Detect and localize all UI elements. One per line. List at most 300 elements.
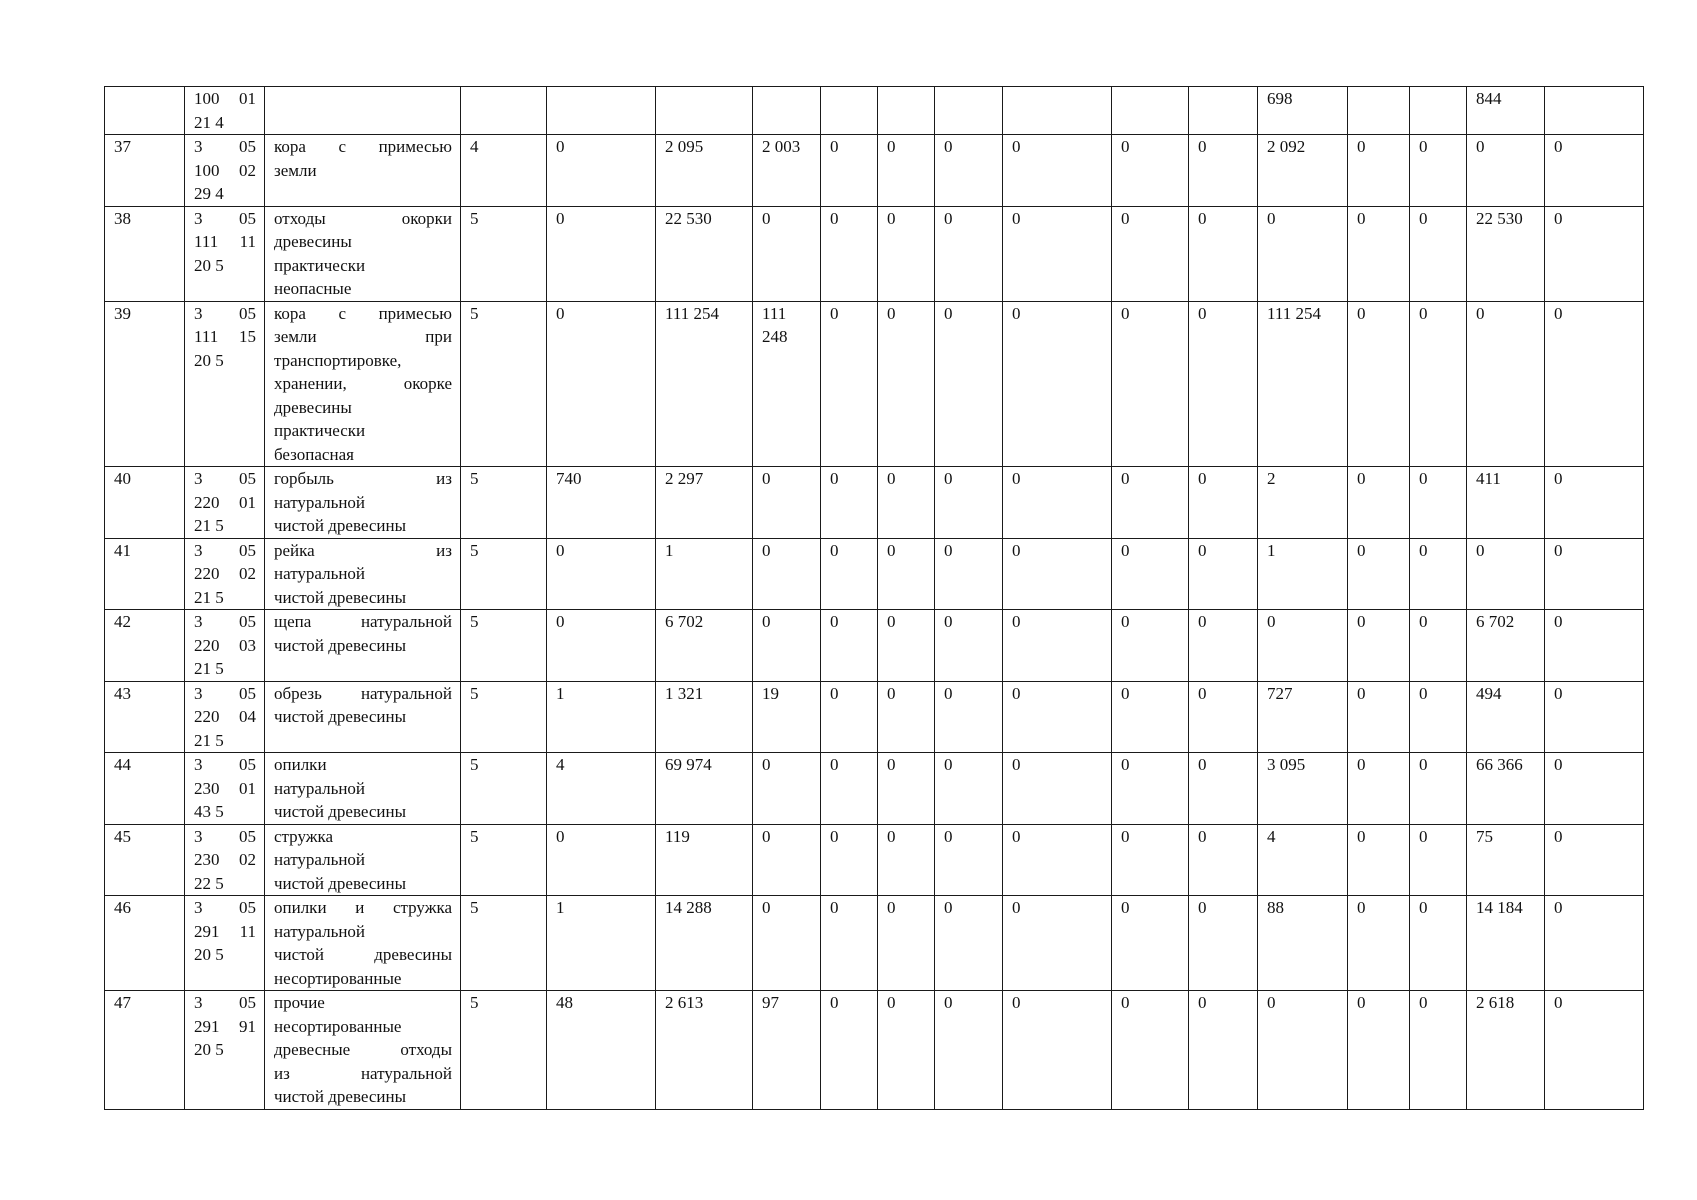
waste-code-line: 291 91 xyxy=(194,1016,256,1036)
table-row xyxy=(105,206,1644,301)
value-cell: 0 xyxy=(1003,538,1112,610)
value-cell: 0 xyxy=(878,991,935,1110)
waste-code-line: 3 05 xyxy=(194,137,256,156)
waste-name-line: хранении, окорке xyxy=(274,374,452,393)
value-cell: 0 xyxy=(753,753,821,825)
value-cell: 14 184 xyxy=(1467,896,1545,991)
value-cell: 5 xyxy=(461,896,547,991)
value-cell: 0 xyxy=(1348,538,1410,610)
value-cell: 0 xyxy=(1112,681,1189,753)
value-cell: 0 xyxy=(821,610,878,682)
waste-name-line: опилки и стружка xyxy=(274,898,452,917)
value-cell: 2 297 xyxy=(656,467,753,539)
value-cell: 0 xyxy=(1348,467,1410,539)
value-cell: 0 xyxy=(1545,301,1644,467)
value-cell: 494 xyxy=(1467,681,1545,753)
value-cell: 5 xyxy=(461,206,547,301)
waste-name-line: древесины xyxy=(274,397,352,417)
table-row xyxy=(105,610,1644,682)
waste-name-line: щепа натуральной xyxy=(274,612,452,631)
value-cell: 0 xyxy=(1467,301,1545,467)
value-cell: 0 xyxy=(547,135,656,207)
value-cell: 0 xyxy=(753,467,821,539)
value-cell: 2 092 xyxy=(1258,135,1348,207)
waste-name-line: практически xyxy=(274,421,366,440)
value-cell: 1 xyxy=(547,681,656,753)
value-cell: 0 xyxy=(1189,538,1258,610)
value-cell: 75 xyxy=(1467,824,1545,896)
waste-code-line: 3 05 xyxy=(194,993,256,1012)
value-cell xyxy=(935,87,1003,135)
waste-code-cell xyxy=(185,135,265,207)
value-cell: 0 xyxy=(821,467,878,539)
value-cell: 0 xyxy=(1410,824,1467,896)
waste-code-cell xyxy=(185,896,265,991)
waste-name-line: натуральной xyxy=(274,492,366,512)
value-cell: 22 530 xyxy=(656,206,753,301)
waste-name-line: практически xyxy=(274,255,366,275)
value-cell: 0 xyxy=(821,135,878,207)
value-cell: 0 xyxy=(935,896,1003,991)
value-cell: 0 xyxy=(1189,681,1258,753)
value-cell: 411 xyxy=(1467,467,1545,539)
value-cell: 5 xyxy=(461,610,547,682)
waste-name-cell xyxy=(265,824,461,896)
value-cell: 0 xyxy=(1545,135,1644,207)
value-cell: 0 xyxy=(1410,206,1467,301)
row-number-cell: 37 xyxy=(105,135,185,207)
waste-code-line: 220 03 xyxy=(194,635,256,655)
value-cell: 0 xyxy=(1348,206,1410,301)
value-cell: 88 xyxy=(1258,896,1348,991)
value-cell: 740 xyxy=(547,467,656,539)
value-cell: 0 xyxy=(1545,206,1644,301)
row-number-cell: 38 xyxy=(105,206,185,301)
value-cell: 1 xyxy=(547,896,656,991)
value-cell: 0 xyxy=(1410,538,1467,610)
waste-table xyxy=(104,86,1644,1110)
value-cell xyxy=(1348,87,1410,135)
value-cell: 0 xyxy=(1003,896,1112,991)
waste-code-cell xyxy=(185,681,265,753)
value-cell: 111 254 xyxy=(1258,301,1348,467)
waste-code-cell xyxy=(185,467,265,539)
waste-name-line: древесины xyxy=(274,232,352,251)
value-cell: 0 xyxy=(1112,135,1189,207)
value-cell: 5 xyxy=(461,538,547,610)
value-cell: 698 xyxy=(1258,87,1348,135)
waste-code-cell xyxy=(185,538,265,610)
value-cell: 1 xyxy=(1258,538,1348,610)
value-cell: 0 xyxy=(1410,991,1467,1110)
value-cell: 0 xyxy=(821,681,878,753)
value-cell: 111 254 xyxy=(656,301,753,467)
value-cell: 5 xyxy=(461,467,547,539)
value-cell: 14 288 xyxy=(656,896,753,991)
value-cell: 0 xyxy=(1545,467,1644,539)
waste-name-line: земли xyxy=(274,160,317,180)
table-row xyxy=(105,681,1644,753)
waste-code-line: 111 15 xyxy=(194,327,256,346)
value-cell: 0 xyxy=(753,824,821,896)
waste-code-line: 3 05 xyxy=(194,540,256,560)
value-cell: 0 xyxy=(1003,206,1112,301)
waste-name-line: кора с примесью xyxy=(274,137,452,156)
waste-name-line: натуральной xyxy=(274,778,366,798)
value-cell: 0 xyxy=(1348,824,1410,896)
value-cell: 0 xyxy=(1003,753,1112,825)
value-cell: 6 702 xyxy=(656,610,753,682)
value-cell: 0 xyxy=(1189,991,1258,1110)
waste-code-cell xyxy=(185,824,265,896)
value-cell: 0 xyxy=(1003,991,1112,1110)
row-number-cell: 46 xyxy=(105,896,185,991)
value-cell: 0 xyxy=(753,206,821,301)
value-cell: 0 xyxy=(1112,896,1189,991)
waste-name-cell xyxy=(265,681,461,753)
waste-code-line: 3 05 xyxy=(194,208,256,228)
table-row xyxy=(105,135,1644,207)
value-cell: 0 xyxy=(935,135,1003,207)
value-cell: 0 xyxy=(547,824,656,896)
waste-code-cell xyxy=(185,87,265,135)
waste-name-line: чистой древесины xyxy=(274,707,406,726)
waste-name-line: чистой древесины xyxy=(274,587,406,607)
row-number-cell: 39 xyxy=(105,301,185,467)
value-cell xyxy=(821,87,878,135)
value-cell: 0 xyxy=(1545,610,1644,682)
value-cell: 0 xyxy=(1189,301,1258,467)
value-cell: 97 xyxy=(753,991,821,1110)
value-cell: 0 xyxy=(1467,538,1545,610)
value-cell: 0 xyxy=(935,824,1003,896)
value-cell: 5 xyxy=(461,753,547,825)
value-cell: 0 xyxy=(821,824,878,896)
value-cell: 0 xyxy=(1189,824,1258,896)
waste-name-line: натуральной xyxy=(274,850,366,869)
waste-code-line: 100 02 xyxy=(194,160,256,180)
value-cell: 0 xyxy=(1410,135,1467,207)
value-cell: 0 xyxy=(1348,681,1410,753)
value-cell: 0 xyxy=(878,135,935,207)
waste-code-line: 3 05 xyxy=(194,612,256,631)
waste-code-cell xyxy=(185,991,265,1110)
waste-code-line: 3 05 xyxy=(194,683,256,703)
value-cell: 0 xyxy=(1545,824,1644,896)
value-cell: 5 xyxy=(461,991,547,1110)
waste-name-cell xyxy=(265,87,461,135)
waste-name-line: земли при xyxy=(274,327,452,346)
value-cell: 0 xyxy=(1545,681,1644,753)
table-row xyxy=(105,753,1644,825)
value-cell: 0 xyxy=(1545,753,1644,825)
table-row xyxy=(105,991,1644,1110)
waste-name-line: отходы окорки xyxy=(274,208,452,228)
waste-code-line: 43 5 xyxy=(194,802,224,821)
waste-code-line: 3 05 xyxy=(194,826,256,846)
waste-code-line: 230 02 xyxy=(194,850,256,869)
waste-code-line: 22 5 xyxy=(194,873,224,893)
value-cell: 0 xyxy=(1003,467,1112,539)
value-cell: 19 xyxy=(753,681,821,753)
value-cell: 5 xyxy=(461,681,547,753)
value-cell: 0 xyxy=(1112,824,1189,896)
waste-name-line: чистой древесины xyxy=(274,802,406,821)
value-cell: 727 xyxy=(1258,681,1348,753)
value-cell: 0 xyxy=(753,610,821,682)
value-cell: 0 xyxy=(1545,538,1644,610)
waste-code-line: 291 11 xyxy=(194,921,256,941)
value-cell: 0 xyxy=(821,538,878,610)
waste-code-line: 3 05 xyxy=(194,755,256,774)
value-cell: 0 xyxy=(753,538,821,610)
waste-code-line: 21 5 xyxy=(194,730,224,750)
value-cell: 0 xyxy=(821,301,878,467)
waste-code-line: 220 04 xyxy=(194,707,256,726)
waste-name-line: обрезь натуральной xyxy=(274,683,452,703)
waste-code-line: 20 5 xyxy=(194,1040,224,1059)
waste-name-line: прочие xyxy=(274,993,325,1012)
value-cell: 0 xyxy=(547,538,656,610)
waste-name-line: несортированные xyxy=(274,1016,402,1036)
value-cell: 0 xyxy=(1189,610,1258,682)
value-cell: 0 xyxy=(935,753,1003,825)
value-cell: 0 xyxy=(1348,135,1410,207)
waste-name-line: из натуральной xyxy=(274,1063,452,1083)
value-cell: 0 xyxy=(1348,301,1410,467)
value-cell xyxy=(1545,87,1644,135)
value-cell: 0 xyxy=(1112,301,1189,467)
value-cell: 0 xyxy=(878,301,935,467)
value-cell: 4 xyxy=(547,753,656,825)
waste-code-cell xyxy=(185,753,265,825)
row-number-cell: 44 xyxy=(105,753,185,825)
waste-code-line: 230 01 xyxy=(194,778,256,798)
waste-name-line: древесные отходы xyxy=(274,1040,452,1059)
value-cell: 0 xyxy=(821,991,878,1110)
value-cell: 2 613 xyxy=(656,991,753,1110)
waste-name-line: чистой древесины xyxy=(274,516,406,535)
waste-code-line: 3 05 xyxy=(194,898,256,917)
row-number-cell: 45 xyxy=(105,824,185,896)
value-cell: 0 xyxy=(1545,991,1644,1110)
row-number-cell: 40 xyxy=(105,467,185,539)
table-body xyxy=(105,87,1644,1110)
table-row xyxy=(105,824,1644,896)
value-cell: 0 xyxy=(1348,610,1410,682)
waste-name-line: чистой древесины xyxy=(274,873,406,893)
waste-code-line: 3 05 xyxy=(194,469,256,488)
value-cell: 0 xyxy=(1258,991,1348,1110)
waste-name-cell xyxy=(265,753,461,825)
waste-name-line: кора с примесью xyxy=(274,303,452,323)
value-cell: 119 xyxy=(656,824,753,896)
waste-name-line: натуральной xyxy=(274,921,366,941)
value-cell: 0 xyxy=(1410,681,1467,753)
waste-name-cell xyxy=(265,610,461,682)
waste-code-line: 20 5 xyxy=(194,350,224,370)
row-number-cell: 47 xyxy=(105,991,185,1110)
value-cell: 0 xyxy=(1003,681,1112,753)
value-cell: 0 xyxy=(1189,896,1258,991)
value-cell: 69 974 xyxy=(656,753,753,825)
value-cell: 0 xyxy=(821,206,878,301)
value-cell: 0 xyxy=(547,206,656,301)
value-cell: 0 xyxy=(1410,301,1467,467)
value-cell: 0 xyxy=(1112,467,1189,539)
waste-name-line: горбыль из xyxy=(274,469,452,488)
waste-code-line: 21 5 xyxy=(194,516,224,535)
value-cell: 2 095 xyxy=(656,135,753,207)
value-cell: 0 xyxy=(1410,896,1467,991)
value-cell: 0 xyxy=(1112,206,1189,301)
value-cell: 0 xyxy=(1003,610,1112,682)
value-cell: 0 xyxy=(1003,824,1112,896)
waste-name-line: неопасные xyxy=(274,279,352,298)
value-cell: 0 xyxy=(547,301,656,467)
value-cell: 0 xyxy=(1410,467,1467,539)
value-cell: 3 095 xyxy=(1258,753,1348,825)
value-cell: 0 xyxy=(1003,301,1112,467)
value-cell: 0 xyxy=(1348,991,1410,1110)
waste-code-cell xyxy=(185,301,265,467)
value-cell: 0 xyxy=(935,681,1003,753)
value-cell: 0 xyxy=(878,896,935,991)
waste-code-line: 29 4 xyxy=(194,184,224,203)
value-cell: 0 xyxy=(878,824,935,896)
waste-code-line: 20 5 xyxy=(194,945,224,964)
value-cell: 0 xyxy=(1003,135,1112,207)
table-row xyxy=(105,87,1644,135)
value-cell: 48 xyxy=(547,991,656,1110)
value-cell: 0 xyxy=(1258,206,1348,301)
waste-name-cell xyxy=(265,991,461,1110)
value-cell xyxy=(1112,87,1189,135)
waste-name-line: несортированные xyxy=(274,968,402,988)
waste-name-cell xyxy=(265,538,461,610)
value-cell: 0 xyxy=(935,206,1003,301)
waste-code-line: 21 5 xyxy=(194,587,224,607)
value-cell: 0 xyxy=(1258,610,1348,682)
waste-code-line: 21 5 xyxy=(194,659,224,678)
table-row xyxy=(105,896,1644,991)
value-cell xyxy=(753,87,821,135)
waste-code-cell xyxy=(185,610,265,682)
value-cell: 0 xyxy=(1410,610,1467,682)
value-cell: 0 xyxy=(821,896,878,991)
value-cell: 111 248 xyxy=(753,301,821,467)
value-cell: 0 xyxy=(935,610,1003,682)
value-cell: 1 321 xyxy=(656,681,753,753)
value-cell: 2 xyxy=(1258,467,1348,539)
value-cell: 0 xyxy=(1189,206,1258,301)
waste-name-line: рейка из xyxy=(274,540,452,560)
value-cell: 0 xyxy=(878,467,935,539)
waste-code-line: 220 01 xyxy=(194,492,256,512)
value-cell: 0 xyxy=(1189,135,1258,207)
row-number-cell: 41 xyxy=(105,538,185,610)
value-cell: 0 xyxy=(1189,753,1258,825)
value-cell: 4 xyxy=(461,135,547,207)
value-cell: 4 xyxy=(1258,824,1348,896)
value-cell: 2 618 xyxy=(1467,991,1545,1110)
waste-code-line: 220 02 xyxy=(194,564,256,583)
value-cell: 844 xyxy=(1467,87,1545,135)
table-row xyxy=(105,301,1644,467)
waste-name-line: безопасная xyxy=(274,444,354,464)
row-number-cell: 42 xyxy=(105,610,185,682)
value-cell: 0 xyxy=(1348,896,1410,991)
value-cell: 5 xyxy=(461,824,547,896)
waste-code-line: 3 05 xyxy=(194,303,256,323)
value-cell: 5 xyxy=(461,301,547,467)
value-cell xyxy=(656,87,753,135)
value-cell xyxy=(1410,87,1467,135)
value-cell: 0 xyxy=(878,681,935,753)
value-cell: 0 xyxy=(1112,753,1189,825)
value-cell: 1 xyxy=(656,538,753,610)
value-cell xyxy=(1003,87,1112,135)
value-cell: 0 xyxy=(1545,896,1644,991)
waste-name-line: чистой древесины xyxy=(274,1087,406,1106)
value-cell: 0 xyxy=(753,896,821,991)
value-cell: 0 xyxy=(1410,753,1467,825)
waste-name-cell xyxy=(265,206,461,301)
table-row xyxy=(105,538,1644,610)
value-cell xyxy=(547,87,656,135)
value-cell: 2 003 xyxy=(753,135,821,207)
value-cell: 0 xyxy=(1467,135,1545,207)
waste-name-cell xyxy=(265,301,461,467)
waste-code-cell xyxy=(185,206,265,301)
row-number-cell xyxy=(105,87,185,135)
waste-name-cell xyxy=(265,135,461,207)
waste-code-line: 21 4 xyxy=(194,112,224,132)
value-cell: 0 xyxy=(547,610,656,682)
value-cell: 66 366 xyxy=(1467,753,1545,825)
value-cell: 0 xyxy=(821,753,878,825)
value-cell: 6 702 xyxy=(1467,610,1545,682)
waste-code-line: 111 11 xyxy=(194,232,256,251)
value-cell: 0 xyxy=(878,753,935,825)
value-cell xyxy=(461,87,547,135)
value-cell: 0 xyxy=(878,538,935,610)
waste-code-line: 20 5 xyxy=(194,255,224,275)
waste-name-cell xyxy=(265,896,461,991)
waste-name-cell xyxy=(265,467,461,539)
value-cell: 0 xyxy=(878,206,935,301)
waste-name-line: чистой древесины xyxy=(274,635,406,655)
waste-code-line: 100 01 xyxy=(194,89,256,108)
value-cell: 22 530 xyxy=(1467,206,1545,301)
value-cell xyxy=(878,87,935,135)
value-cell: 0 xyxy=(878,610,935,682)
value-cell: 0 xyxy=(1112,991,1189,1110)
value-cell: 0 xyxy=(1189,467,1258,539)
value-cell: 0 xyxy=(935,538,1003,610)
row-number-cell: 43 xyxy=(105,681,185,753)
value-cell: 0 xyxy=(1348,753,1410,825)
waste-name-line: чистой древесины xyxy=(274,945,452,964)
value-cell: 0 xyxy=(935,301,1003,467)
waste-name-line: транспортировке, xyxy=(274,350,402,370)
table-row xyxy=(105,467,1644,539)
waste-name-line: стружка xyxy=(274,826,334,846)
waste-name-line: опилки xyxy=(274,755,327,774)
waste-name-line: натуральной xyxy=(274,564,366,583)
value-cell: 0 xyxy=(1112,610,1189,682)
value-cell xyxy=(1189,87,1258,135)
